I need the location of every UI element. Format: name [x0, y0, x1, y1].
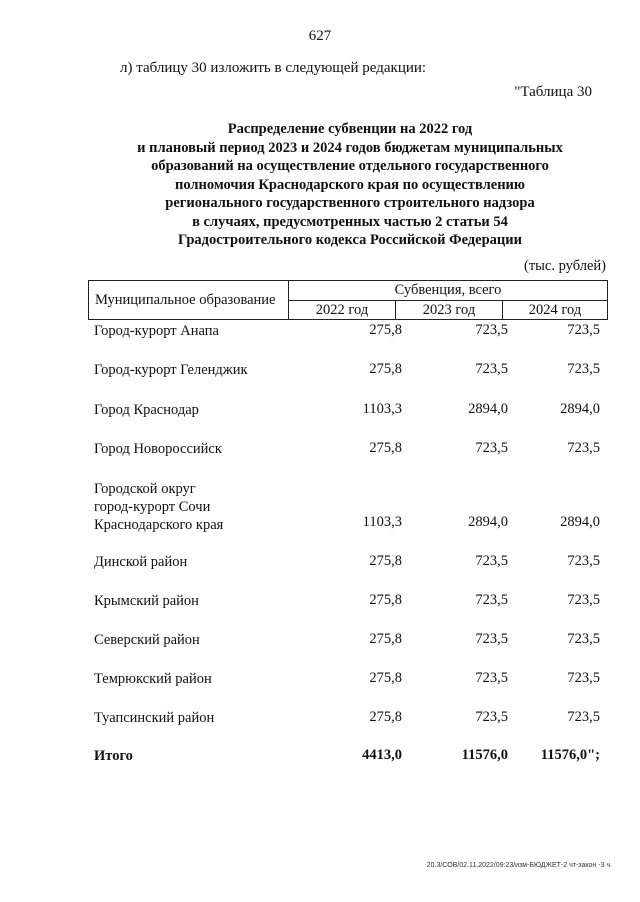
value-2022: 275,8 — [369, 631, 402, 647]
subvention-group-header: Субвенция, всего — [289, 281, 607, 301]
row-name: Крымский район — [94, 593, 199, 609]
total-2023: 11576,0 — [461, 747, 508, 763]
value-2024: 723,5 — [567, 553, 600, 569]
municipality-column-header: Муниципальное образование — [89, 281, 289, 319]
year-header-2023: 2023 год — [396, 301, 503, 319]
year-header-2022: 2022 год — [289, 301, 396, 319]
row-name: Северский район — [94, 632, 200, 648]
heading-line: регионального государственного строительного надзора — [165, 195, 535, 211]
row-name: Город-курорт Геленджик — [94, 362, 248, 378]
value-2023: 2894,0 — [468, 514, 508, 530]
value-2024: 723,5 — [567, 592, 600, 608]
value-2022: 275,8 — [369, 592, 402, 608]
value-2023: 723,5 — [475, 553, 508, 569]
heading-line: и плановый период 2023 и 2024 годов бюджетам муниципальных — [137, 139, 563, 156]
value-2023: 723,5 — [475, 709, 508, 725]
value-2023: 723,5 — [475, 631, 508, 647]
value-2022: 275,8 — [369, 670, 402, 686]
value-2024: 723,5 — [567, 709, 600, 725]
value-2024: 723,5 — [567, 322, 600, 338]
row-name: Динской район — [94, 554, 188, 570]
value-2022: 275,8 — [369, 322, 402, 338]
total-2022: 4413,0 — [362, 747, 402, 763]
heading-line: Градостроительного кодекса Российской Федерации — [178, 232, 522, 248]
value-2022: 275,8 — [369, 709, 402, 725]
value-2024: 723,5 — [567, 631, 600, 647]
value-2023: 723,5 — [475, 592, 508, 608]
value-2023: 723,5 — [475, 322, 508, 338]
value-2024: 2894,0 — [560, 401, 600, 417]
table-header — [88, 280, 608, 320]
units-label: (тыс. рублей) — [524, 258, 606, 274]
intro-text: л) таблицу 30 изложить в следующей редакции: — [120, 60, 427, 76]
value-2024: 2894,0 — [560, 514, 600, 530]
value-2024: 723,5 — [567, 361, 600, 377]
total-label: Итого — [94, 748, 133, 764]
value-2022: 275,8 — [369, 361, 402, 377]
heading-line: в случаях, предусмотренных частью 2 статьи 54 — [192, 213, 508, 230]
value-2022: 1103,3 — [362, 401, 402, 417]
row-name: Туапсинский район — [94, 710, 215, 726]
row-name: Город Краснодар — [94, 402, 199, 418]
value-2024: 723,5 — [567, 670, 600, 686]
heading-line: образований на осуществление отдельного государственного — [151, 158, 549, 174]
heading-line: полномочия Краснодарского края по осуществлению — [174, 176, 525, 193]
value-2023: 723,5 — [475, 440, 508, 456]
row-name: Город-курорт Анапа — [94, 323, 219, 339]
footer-code: 20.3/СОВ/02.11.2022/09:23/изм-БЮДЖЕТ-2 чт-закон -3 ч. — [426, 862, 612, 869]
value-2024: 723,5 — [567, 440, 600, 456]
value-2023: 2894,0 — [468, 401, 508, 417]
page-number: 627 — [308, 28, 332, 44]
value-2023: 723,5 — [475, 670, 508, 686]
year-header-2024: 2024 год — [528, 302, 582, 318]
heading-line: Распределение субвенции на 2022 год — [227, 121, 473, 137]
value-2022: 275,8 — [369, 440, 402, 456]
total-2024: 11576,0"; — [540, 747, 600, 763]
value-2022: 275,8 — [369, 553, 402, 569]
table-caption: "Таблица 30 — [514, 84, 592, 100]
value-2022: 1103,3 — [362, 514, 402, 530]
row-name: Город Новороссийск — [94, 441, 222, 457]
value-2023: 723,5 — [475, 361, 508, 377]
row-name: Темрюкский район — [94, 671, 212, 687]
row-name: Городской округ город-курорт Сочи Краснодарского края — [94, 481, 224, 533]
document-heading — [60, 120, 640, 250]
